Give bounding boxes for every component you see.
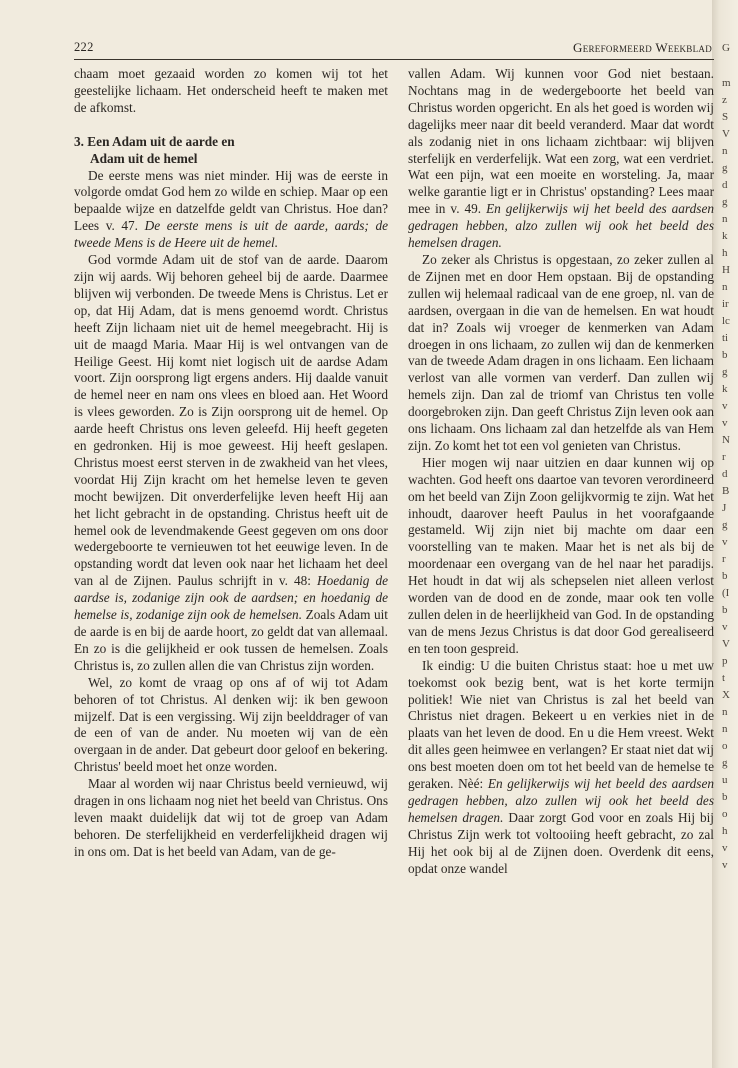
edge-letter: G bbox=[722, 42, 730, 54]
edge-fragment: V bbox=[722, 638, 730, 650]
edge-fragment: u bbox=[722, 774, 728, 786]
edge-fragment: B bbox=[722, 485, 730, 497]
edge-fragment: n bbox=[722, 213, 728, 225]
edge-fragment: b bbox=[722, 604, 728, 616]
edge-fragment: d bbox=[722, 179, 728, 191]
edge-fragment: v bbox=[722, 621, 728, 633]
scripture-quote: De eerste mens is uit de aarde, aards; de tweede Mens is de Heere uit de hemel. bbox=[74, 218, 388, 251]
edge-fragment: g bbox=[722, 162, 728, 174]
edge-fragment: k bbox=[722, 230, 728, 242]
edge-fragment: n bbox=[722, 145, 728, 157]
edge-fragment: h bbox=[722, 825, 728, 837]
edge-fragment: H bbox=[722, 264, 730, 276]
publication-title: Gereformeerd Weekblad bbox=[573, 40, 712, 55]
edge-fragment: k bbox=[722, 383, 728, 395]
edge-fragment: d bbox=[722, 468, 728, 480]
paragraph-text: vallen Adam. Wij kunnen voor God niet bestaan. Nochtans mag in de wedergeboorte het beeld van Christus worden opgericht. En als het goed is worden wij dagelijks meer naar dit beeld veranderd. Maar dat wordt als zodanig niet in ons lichaam zichtbaar: wij blijven sterfelijk en verderfelijk. Wat een zorg, wat een verdriet. Wat een pijn, wat een moeite en worsteling. Ja, maar welke garantie ligt er in Christus' opstanding? Lees maar mee in v. 49. bbox=[408, 66, 714, 217]
edge-fragment: t bbox=[722, 672, 726, 684]
paragraph: Wel, zo komt de vraag op ons af of wij tot Adam behoren of tot Christus. Al denken wij: ik ben gewoon mijzelf. Dat is een vergissing. Wij zijn beelddrager of van de een of van de ander. Nu moeten wij van de eèn overgaan in de ander. Dat gebeurt door geloof en bekering. Christus' beeld moet het onze worden. bbox=[74, 674, 388, 775]
scripture-quote: En gelijkerwijs wij het beeld des aardsen gedragen hebben, alzo zullen wij ook het beeld des hemelsen dragen. bbox=[408, 201, 714, 251]
paragraph bbox=[408, 658, 714, 878]
edge-fragment: ir bbox=[722, 298, 729, 310]
paragraph bbox=[74, 252, 388, 675]
edge-fragment: b bbox=[722, 791, 728, 803]
paragraph: Hier mogen wij naar uitzien en daar kunnen wij op wachten. God heeft ons daartoe van tevoren verordineerd om het beeld van Zijn Zoon gelijkvormig te zijn. Wat het inhoudt, daarover heeft Paulus in het voorafgaande gestameld. Wij zijn niet bij machte om daar een voorstelling van te maken. Maar het is net als bij de moordenaar een overgang van de hel naar het paradijs. Het houdt in dat wij als schepselen niet alleen verlost worden van de dood en de zonde, maar ook ten volle zullen delen in de heerlijkheid van God. In de opstanding van de mens Jezus Christus is dat door God gerealiseerd en ten toon gespreid. bbox=[408, 454, 714, 656]
next-column-fragments bbox=[722, 75, 738, 874]
header-rule bbox=[74, 59, 714, 60]
edge-fragment: m bbox=[722, 77, 731, 89]
edge-fragment: (I bbox=[722, 587, 730, 599]
edge-fragment: J bbox=[722, 502, 727, 514]
left-column bbox=[74, 66, 388, 861]
paragraph bbox=[408, 66, 714, 252]
section-heading-line1: 3. Een Adam uit de aarde en bbox=[74, 133, 235, 149]
edge-fragment: g bbox=[722, 196, 728, 208]
edge-fragment: g bbox=[722, 757, 728, 769]
paragraph-text: Ik eindig: U die buiten Christus staat: hoe u met uw toekomst ook bezig bent, wat is het korte termijn politiek! Wie niet van Christus is zal het beeld van Christus niet dragen. Bekeert u en verkies niet in de plaats van het leven de dood. En u die Hem vreest. Wekt dit alles geen heimwee en verlangen? Er staat niet dat wij ons best moeten doen om tot het beeld van de hemelse te geraken. Nèé: bbox=[408, 657, 714, 792]
edge-fragment: n bbox=[722, 706, 728, 718]
next-page-edge bbox=[722, 40, 738, 1020]
edge-fragment: g bbox=[722, 519, 728, 531]
edge-fragment: z bbox=[722, 94, 727, 106]
paragraph: chaam moet gezaaid worden zo komen wij tot het geestelijke lichaam. Het onderscheid heeft te maken met de afkomst. bbox=[74, 66, 388, 115]
edge-fragment: b bbox=[722, 570, 728, 582]
edge-fragment: g bbox=[722, 366, 728, 378]
edge-fragment: ti bbox=[722, 332, 729, 344]
scripture-quote: Hoedanig de aardse is, zodanige zijn ook de aardsen; en hoedanig de hemelse is, zodanige zijn ook de hemelsen. bbox=[74, 573, 388, 623]
paragraph bbox=[74, 168, 388, 253]
edge-fragment: n bbox=[722, 281, 728, 293]
section-heading bbox=[74, 134, 388, 168]
paragraph: Maar al worden wij naar Christus beeld vernieuwd, wij dragen in ons lichaam nog niet het beeld van Christus. Ons leven maakt duidelijk dat wij tot de groep van Adam behoren. De sterfelijkheid en verderfelijkheid dragen wij in ons om. Dat is het beeld van Adam, van de ge- bbox=[74, 776, 388, 859]
edge-fragment: v bbox=[722, 859, 728, 871]
edge-fragment: v bbox=[722, 417, 728, 429]
edge-fragment: v bbox=[722, 536, 728, 548]
edge-fragment: V bbox=[722, 128, 730, 140]
edge-fragment: v bbox=[722, 842, 728, 854]
edge-fragment: o bbox=[722, 808, 728, 820]
scripture-quote: En gelijkerwijs wij het beeld des aardsen gedragen hebben, alzo zullen wij ook het beeld des hemelsen dragen. bbox=[408, 776, 715, 825]
edge-fragment: r bbox=[722, 553, 726, 565]
paragraph-text: Zoals Adam uit de aarde is en bij de aarde hoort, zo geldt dat van allemaal. En zo is die gelijkheid er ook tussen de hemelsen. Zoals Christus is, zo zullen allen die van Christus zijn worden. bbox=[74, 607, 388, 673]
edge-fragment: N bbox=[722, 434, 730, 446]
paragraph: Zo zeker als Christus is opgestaan, zo zeker zullen al de Zijnen met en door Hem opstaan. Bij de opstanding zullen wij helemaal radicaal van de ene groep, nl. van de aardsen, overgaan in die van de hemelsen. En wat houdt dat in? Zoals wij vroeger de kenmerken van Adam droegen in ons lichaam, zo zullen wij dan de kenmerken van de tweede Adam dragen in ons lichaam. Een lichaam verlost van alle vormen van verderf. Dan zullen wij hemels zijn. Dan zal de triomf van Christus ten volle doorgebroken zijn. Dan geeft Christus Zijn leven ook aan ons lichaam. Ons lichaam zal dan hetzelfde als van Hem zijn. Zo komt het tot een vol genieten van Christus. bbox=[408, 251, 714, 453]
edge-fragment: h bbox=[722, 247, 728, 259]
section-heading-line2: Adam uit de hemel bbox=[90, 150, 198, 166]
right-column bbox=[408, 66, 714, 878]
edge-fragment: b bbox=[722, 349, 728, 361]
edge-fragment: X bbox=[722, 689, 730, 701]
page-number: 222 bbox=[74, 40, 94, 54]
edge-fragment: S bbox=[722, 111, 729, 123]
edge-fragment: p bbox=[722, 655, 728, 667]
edge-fragment: r bbox=[722, 451, 726, 463]
edge-fragment: n bbox=[722, 723, 728, 735]
edge-fragment: o bbox=[722, 740, 728, 752]
running-header bbox=[74, 40, 714, 58]
paragraph-text: De eerste mens was niet minder. Hij was de eerste in volgorde omdat God hem zo wilde en schiep. Maar op een bepaalde wijze en datzelfde geldt van Christus. Hoe dan? Lees v. 47. bbox=[74, 167, 388, 234]
paragraph-text: Daar zorgt God voor en zoals Hij bij Christus Zijn werk tot voltooiing heeft gebracht, zo zal Hij het ook bij al de Zijnen doen. Overdenk dit eens, opdat onze wandel bbox=[408, 809, 714, 876]
paragraph-text: God vormde Adam uit de stof van de aarde. Daarom zijn wij aards. Wij behoren geheel bij de aarde. Daarmee blijven wij verbonden. De tweede Mens is Christus. Let er op, dat Hij Adam, dat is mens genoemd wordt. Christus heeft Zijn lichaam niet uit de hemel meegebracht. Hij is uit de maagd Maria. Maar Hij is wel ontvangen van de Heilige Geest. Hij komt niet logisch uit de aardse Adam voort. Zijn oorsprong ligt ergens anders. Hij daalde vanuit de hemel neer en nam ons vlees en bloed aan. Het Woord is vlees geworden. Zo is Zijn oorsprong uit de hemel. Op aarde heeft Christus ons leven geleefd. Hij heeft gegeten en gedronken. Hij is moe geweest. Hij heeft geslapen. Christus moest eerst sterven in de zwakheid van het vlees, voordat Hij Zijn kracht om het hemelse leven te geven mocht bewijzen. Dit onverderfelijke leven heeft Hij aan het licht gebracht in de opstanding. Christus heeft uit de hemel ook de levendmakende Geest gegeven om ons door wedergeboorte te vernieuwen tot het eeuwige leven. In de opstanding wordt dat leven ook naar het lichaam het deel van al de Zijnen. Paulus schrijft in v. 48: bbox=[74, 252, 388, 589]
edge-fragment: lc bbox=[722, 315, 730, 327]
edge-fragment: v bbox=[722, 400, 728, 412]
